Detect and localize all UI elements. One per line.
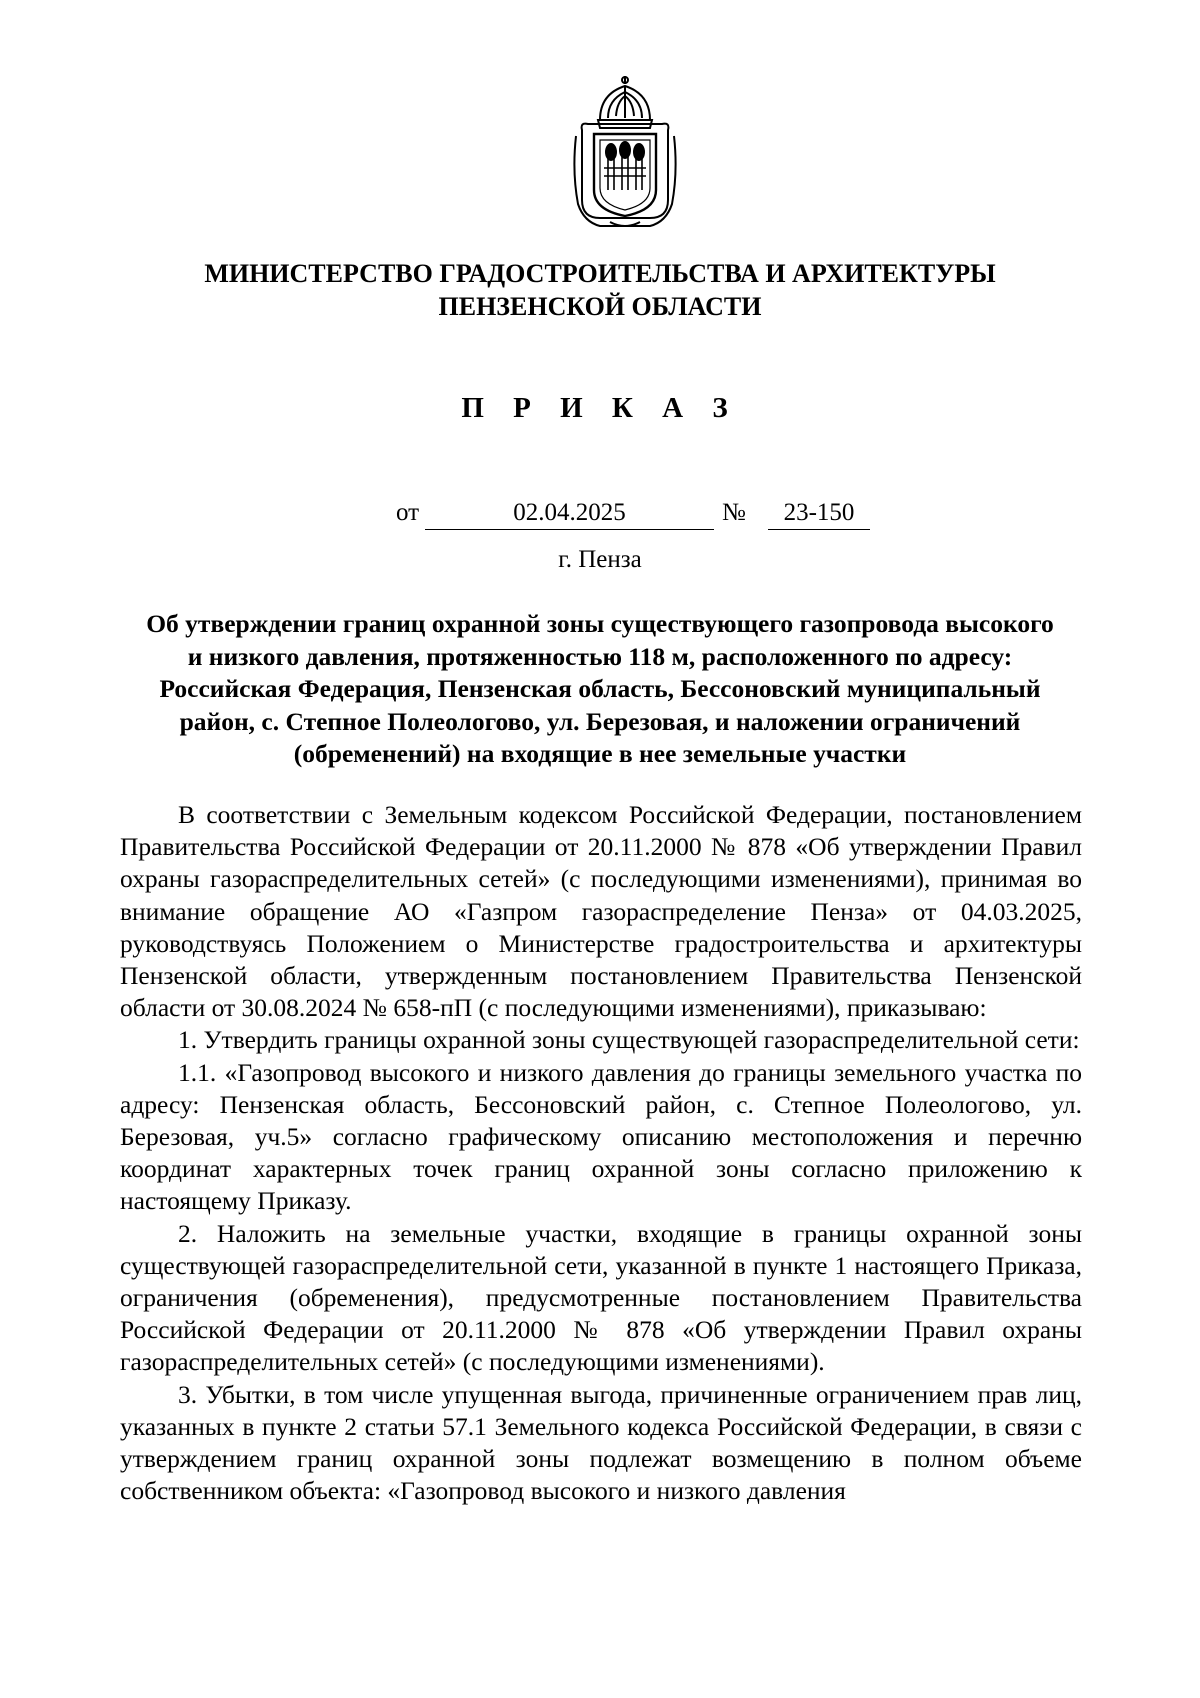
item-2-paragraph: 2. Наложить на земельные участки, входящие в границы охранной зоны существующей газораспределительной сети, указанной в пункте 1 настоящего Приказа, ограничения (обременения), предусмотренные постановлением Правительства Российской Федерации от 20.11.2000 № 878 «Об утверждении Правил охраны газораспределительных сетей» (с последующими изменениями). — [120, 1218, 1082, 1377]
item-1-paragraph: 1. Утвердить границы охранной зоны существующей газораспределительной сети: — [178, 1025, 1080, 1055]
ministry-line-1: МИНИСТЕРСТВО ГРАДОСТРОИТЕЛЬСТВА И АРХИТЕКТУРЫ — [204, 259, 996, 288]
title-line-1: Об утверждении границ охранной зоны существующего газопровода высокого — [146, 609, 1054, 638]
title-line-3: Российская Федерация, Пензенская область, Бессоновский муниципальный — [159, 674, 1041, 703]
document-title — [120, 608, 1080, 771]
title-line-2: и низкого давления, протяженностью 118 м, расположенного по адресу: — [187, 641, 1013, 671]
item-1-1-paragraph: 1.1. «Газопровод высокого и низкого давления до границы земельного участка по адресу: Пензенская область, Бессоновский район, с. Степное Полеологово, ул. Березовая, уч.5» согласно графическому описанию местоположения и перечню координат характерных точек границ охранной зоны согласно приложению к настоящему Приказу. — [120, 1057, 1082, 1216]
title-line-4: район, с. Степное Полеологово, ул. Березовая, и наложении ограничений — [179, 706, 1021, 736]
item-3-paragraph: 3. Убытки, в том числе упущенная выгода, причиненные ограничением прав лиц, указанных в пункте 2 статьи 57.1 Земельного кодекса Российской Федерации, в связи с утверждением границ охранной зоны подлежат возмещению в полном объеме собственником объекта: «Газопровод высокого и низкого давления — [120, 1379, 1082, 1506]
order-number: 23-150 — [768, 497, 870, 530]
document-body — [120, 799, 1082, 1507]
ministry-line-2: ПЕНЗЕНСКОЙ ОБЛАСТИ — [438, 292, 762, 321]
number-prefix: № — [722, 499, 746, 526]
date-prefix: от — [396, 499, 420, 526]
order-date: 02.04.2025 — [425, 497, 714, 530]
city-line: г. Пенза — [558, 546, 642, 573]
preamble-paragraph: В соответствии с Земельным кодексом Российской Федерации, постановлением Правительства Российской Федерации от 20.11.2000 № 878 «Об утверждении Правил охраны газораспределительных сетей» (с последующими изменениями), принимая во внимание обращение АО «Газпром газораспределение Пенза» от 04.03.2025, руководствуясь Положением о Министерстве градостроительства и архитектуры Пензенской области, утвержденным постановлением Правительства Пензенской области от 30.08.2024 № 658-пП (с последующими изменениями), приказываю: — [120, 800, 1082, 1023]
date-number-line — [0, 497, 1200, 533]
title-line-5: (обременений) на входящие в нее земельные участки — [293, 739, 907, 768]
ministry-name — [120, 257, 1080, 323]
document-type-heading: П Р И К А З — [461, 392, 739, 424]
coat-of-arms-emblem — [570, 72, 680, 232]
